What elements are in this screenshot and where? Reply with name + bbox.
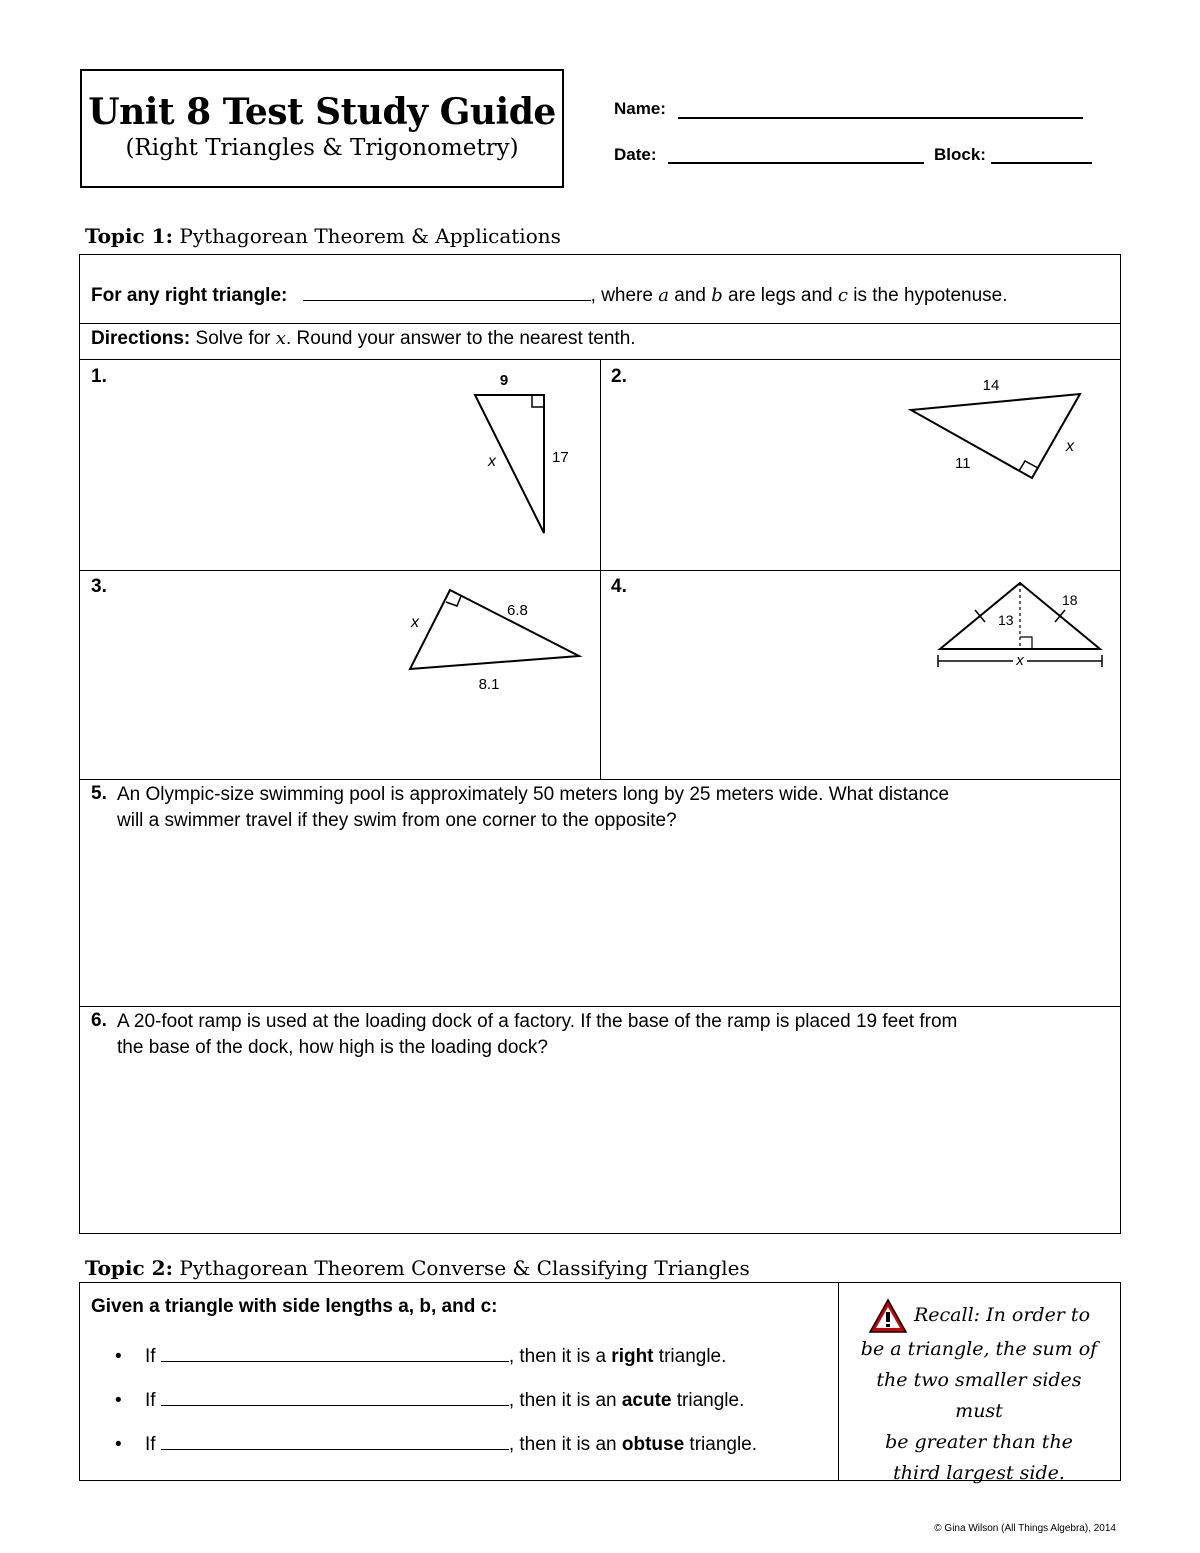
given-statement: Given a triangle with side lengths a, b, and c: [91,1296,498,1317]
recall-line: be a triangle, the sum of [860,1338,1098,1360]
problem-1-number: 1. [91,366,107,387]
triangle-4-height-label: 13 [998,612,1014,628]
date-field[interactable] [668,162,924,164]
recall-line: third largest side. [893,1462,1065,1484]
if-text: If [145,1434,156,1455]
rule-blank[interactable] [303,300,591,301]
directions-text: . Round your answer to the nearest tenth. [285,328,636,349]
triangle-3-bottom-label: 8.1 [478,676,500,693]
recall-line: the two smaller sides must [876,1369,1082,1422]
problem-5-line: An Olympic-size swimming pool is approximately 50 meters long by 25 meters wide. What distance [117,784,950,805]
triangle-2-right-label: x [1066,438,1074,455]
converse-obtuse-blank[interactable] [161,1449,509,1450]
block-label: Block: [934,145,986,164]
problem-6-line: A 20-foot ramp is used at the loading dock of a factory. If the base of the ramp is placed 19 feet from [117,1011,958,1032]
problem-5-text [89,782,949,834]
name-label: Name: [614,99,666,118]
triangle-1-hyp-label: x [488,453,496,470]
triangle-4-side-label: 18 [1062,592,1078,608]
directions-text: Solve for [195,328,271,349]
problem-6-line: the base of the dock, how high is the loading dock? [117,1037,548,1058]
problem-2-number: 2. [611,366,627,387]
converse-acute-blank[interactable] [161,1405,509,1406]
triangle-4-base-label: x [1016,652,1024,669]
rule-text: , where [590,285,653,306]
converse-obtuse: • If , then it is an obtuse triangle. [115,1434,758,1455]
topic1-number: Topic 1: [85,224,173,248]
copyright: © Gina Wilson (All Things Algebra), 2014 [934,1523,1116,1534]
warning-icon [868,1298,908,1334]
problem-6-text [89,1009,957,1061]
date-label: Date: [614,145,657,164]
var-c: c [837,285,848,306]
triangle-1-right-label: 17 [552,449,569,466]
converse-right-blank[interactable] [161,1361,509,1362]
rule-text: and [674,285,706,306]
problem-5-number: 5. [91,783,107,804]
triangle-1-shape [475,395,544,533]
recall-line [850,1298,1108,1334]
triangle-2-left-label: 11 [955,455,971,472]
converse-right: • If , then it is a right triangle. [115,1346,727,1367]
converse-acute: • If , then it is an acute triangle. [115,1390,745,1411]
triangle-2-diagram [900,370,1100,490]
block-field[interactable] [991,162,1092,164]
problem-5-line: will a swimmer travel if they swim from one corner to the opposite? [117,810,677,831]
name-field[interactable] [678,117,1083,119]
end-text: triangle. [689,1434,758,1455]
var-x: x [275,328,286,349]
pythagorean-rule [91,285,1008,307]
var-b: b [711,285,723,306]
problem-3-number: 3. [91,576,107,597]
title-box [80,69,564,188]
then-text: , then it is a [508,1346,607,1367]
triangle-1-diagram [460,365,580,540]
page-subtitle: (Right Triangles & Trigonometry) [125,135,519,161]
topic2-number: Topic 2: [85,1256,173,1280]
right-angle-mark [1020,637,1032,649]
topic1-heading [85,224,561,248]
directions [91,328,636,350]
then-text: , then it is an [508,1434,617,1455]
recall-note [850,1298,1108,1489]
directions-label: Directions: [91,328,191,349]
topic2-title: Pythagorean Theorem Converse & Classifying Triangles [179,1256,750,1280]
topic1-title: Pythagorean Theorem & Applications [179,224,561,248]
triangle-3-shape [410,590,579,669]
right-angle-mark [1019,461,1038,471]
if-text: If [145,1346,156,1367]
congruence-tick [975,610,985,622]
var-a: a [658,285,669,306]
triangle-3-diagram [400,580,590,695]
triangle-4-diagram [930,575,1110,675]
if-text: If [145,1390,156,1411]
triangle-kind: right [611,1346,654,1367]
triangle-kind: obtuse [621,1434,685,1455]
problem-4-number: 4. [611,576,627,597]
triangle-kind: acute [621,1390,672,1411]
end-text: triangle. [676,1390,745,1411]
end-text: triangle. [658,1346,727,1367]
topic2-heading [85,1256,750,1280]
recall-text: Recall: In order to [913,1304,1091,1326]
right-angle-mark [532,395,544,407]
triangle-2-top-label: 14 [982,377,1000,394]
page-title: Unit 8 Test Study Guide [88,91,556,133]
then-text: , then it is an [508,1390,617,1411]
congruence-tick [1055,610,1065,622]
triangle-3-right-label: 6.8 [507,602,528,619]
rule-text: is the hypotenuse. [853,285,1008,306]
problem-6-number: 6. [91,1010,107,1031]
triangle-1-top-label: 9 [499,372,509,389]
triangle-2-shape [911,394,1080,478]
triangle-3-left-label: x [411,614,419,631]
rule-lead: For any right triangle: [91,285,288,306]
recall-line: be greater than the [885,1431,1073,1453]
rule-text: are legs and [728,285,833,306]
right-angle-mark [446,596,461,606]
